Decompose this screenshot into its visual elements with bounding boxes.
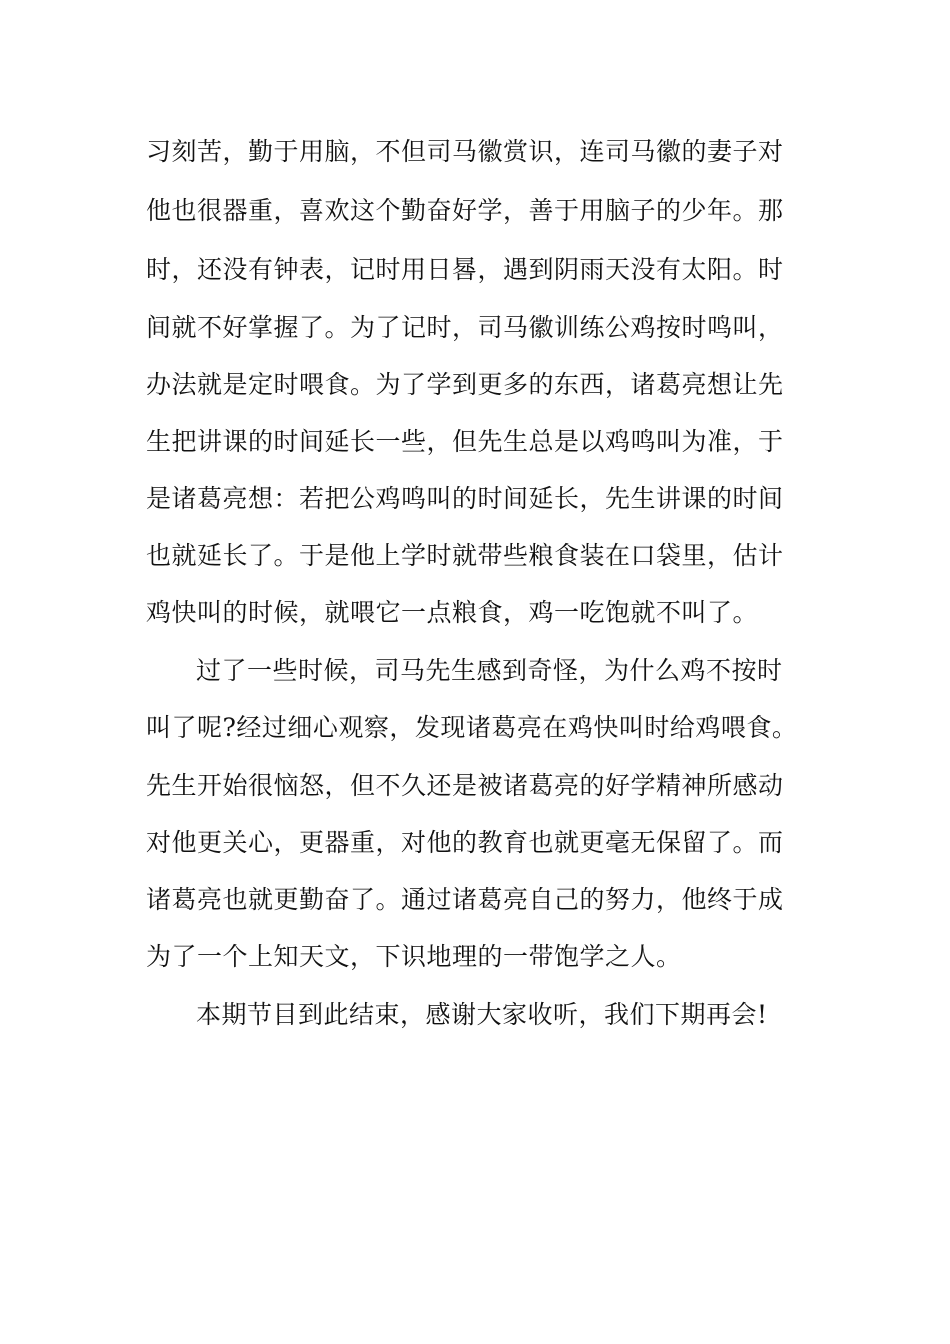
text-line: 鸡快叫的时候，就喂它一点粮食，鸡一吃饱就不叫了。 <box>146 598 759 627</box>
text-line: 过了一些时候，司马先生感到奇怪，为什么鸡不按时 <box>196 656 783 685</box>
text-line: 先生开始很恼怒，但不久还是被诸葛亮的好学精神所感动 <box>146 771 784 800</box>
text-line: 习刻苦，勤于用脑，不但司马徽赏识，连司马徽的妻子对 <box>146 137 784 166</box>
text-line: 他也很器重，喜欢这个勤奋好学，善于用脑子的少年。那 <box>146 196 784 225</box>
text-line: 为了一个上知天文，下识地理的一带饱学之人。 <box>146 942 682 971</box>
text-line: 诸葛亮也就更勤奋了。通过诸葛亮自己的努力，他终于成 <box>146 885 784 914</box>
text-line: 也就延长了。于是他上学时就带些粮食装在口袋里，估计 <box>146 541 784 570</box>
text-line: 办法就是定时喂食。为了学到更多的东西，诸葛亮想让先 <box>146 370 784 399</box>
text-line: 生把讲课的时间延长一些，但先生总是以鸡鸣叫为准，于 <box>146 427 784 456</box>
text-line: 对他更关心，更器重，对他的教育也就更毫无保留了。而 <box>146 828 784 857</box>
text-line: 是诸葛亮想：若把公鸡鸣叫的时间延长，先生讲课的时间 <box>146 484 784 513</box>
text-line: 间就不好掌握了。为了记时，司马徽训练公鸡按时鸣叫， <box>146 313 784 342</box>
text-line: 时，还没有钟表，记时用日晷，遇到阴雨天没有太阳。时 <box>146 255 784 284</box>
text-line: 叫了呢?经过细心观察，发现诸葛亮在鸡快叫时给鸡喂食。 <box>146 713 798 742</box>
text-line: 本期节目到此结束，感谢大家收听，我们下期再会! <box>196 1000 768 1029</box>
